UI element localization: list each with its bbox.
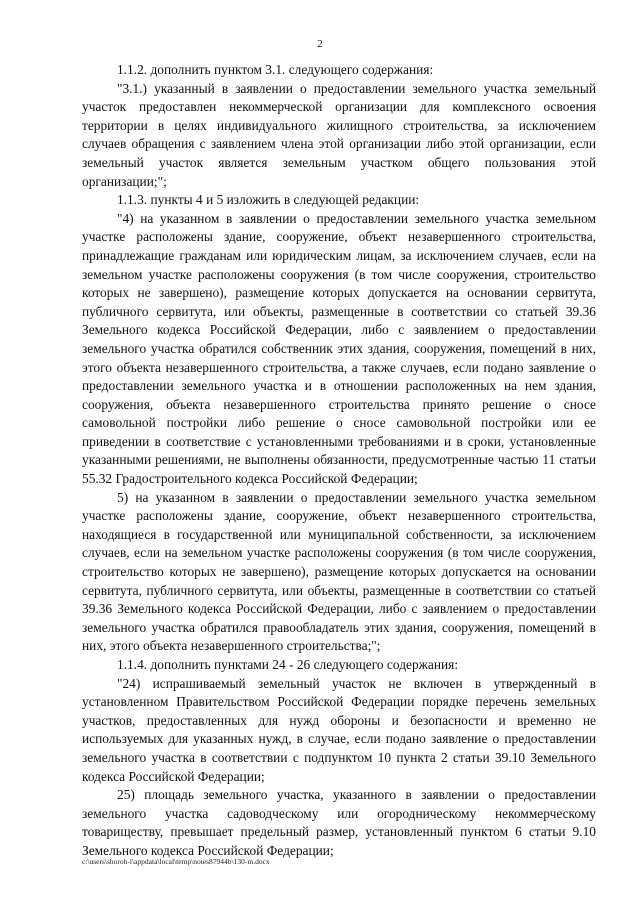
paragraph-1-1-4: 1.1.4. дополнить пунктами 24 - 26 следующего содержания: [117,657,459,672]
page-number: 2 [317,38,323,50]
paragraph-item-24: "24) испрашиваемый земельный участок не включен в утвержденный в установленном Правительством Российской Федерации порядке перечень земельных участков, предоставленных для нужд обороны и безопасности и временно не используемых для указанных нужд, в случае, если подано заявление о предоставлении земельного участка в соответствии с подпунктом 10 пункта 2 статьи 39.10 Земельного кодекса Российской Федерации; [82,675,596,784]
paragraph-1-1-2: 1.1.2. дополнить пунктом 3.1. следующего содержания: [117,62,434,77]
paragraph-item-4: "4) на указанном в заявлении о предоставлении земельного участка земельном участке расположены здание, сооружение, объект незавершенного строительства, принадлежащие гражданам или юридическим лицам, за исключением случаев, если на земельном участке расположены сооружения (в том числе сооружения, строительство которых не завершено), размещение которых допускается на основании сервитута, публичного сервитута, или объекты, размещенные в соответствии со статьей 39.36 Земельного кодекса Российской Федерации, либо с заявлением о предоставлении земельного участка обратился собственник этих здания, сооружения, помещений в них, этого объекта незавершенного строительства, а также случаев, если подано заявление о предоставлении земельного участка и в отношении расположенных на нем здания, сооружения, объекта незавершенного строительства принято решение о сносе самовольной постройки либо решение о сносе самовольной постройки или ее приведении в соответствие с установленными требованиями и в сроки, установленные указанными решениями, не выполнены обязанности, предусмотренные частью 11 статьи 55.32 Градостроительного кодекса Российской Федерации; [82,210,596,487]
paragraph-item-25: 25) площадь земельного участка, указанного в заявлении о предоставлении земельного участка садоводческому или огородническому некоммерческому товариществу, превышает предельный размер, установленный пунктом 6 статьи 9.10 Земельного кодекса Российской Федерации; [82,787,596,858]
paragraph-3-1: "3.1.) указанный в заявлении о предоставлении земельного участка земельный участок предоставлен некоммерческой организации для комплексного освоения территории в целях индивидуального жилищного строительства, за исключением случаев обращения с заявлением члена этой организации либо этой организации, если земельный участок является земельным участком общего пользования этой организации;"; [82,80,596,189]
document-body [82,61,596,861]
paragraph-1-1-3: 1.1.3. пункты 4 и 5 изложить в следующей редакции: [117,192,420,208]
paragraph-item-5: 5) на указанном в заявлении о предоставлении земельного участка земельном участке расположены здание, сооружение, объект незавершенного строительства, находящиеся в государственной или муниципальной собственности, за исключением случаев, если на земельном участке расположены сооружения (в том числе сооружения, строительство которых не завершено), размещение которых допускается на основании сервитута, публичного сервитута, или объекты, размещенные в соответствии со статьей 39.36 Земельного кодекса Российской Федерации, либо с заявлением о предоставлении земельного участка обратился правообладатель этих здания, сооружения, помещений в них, этого объекта незавершенного строительства;"; [82,489,596,654]
footer-file-path: c:\users\shoroh-l\appdata\local\temp\notes87944b\130-m.docx [82,857,270,866]
